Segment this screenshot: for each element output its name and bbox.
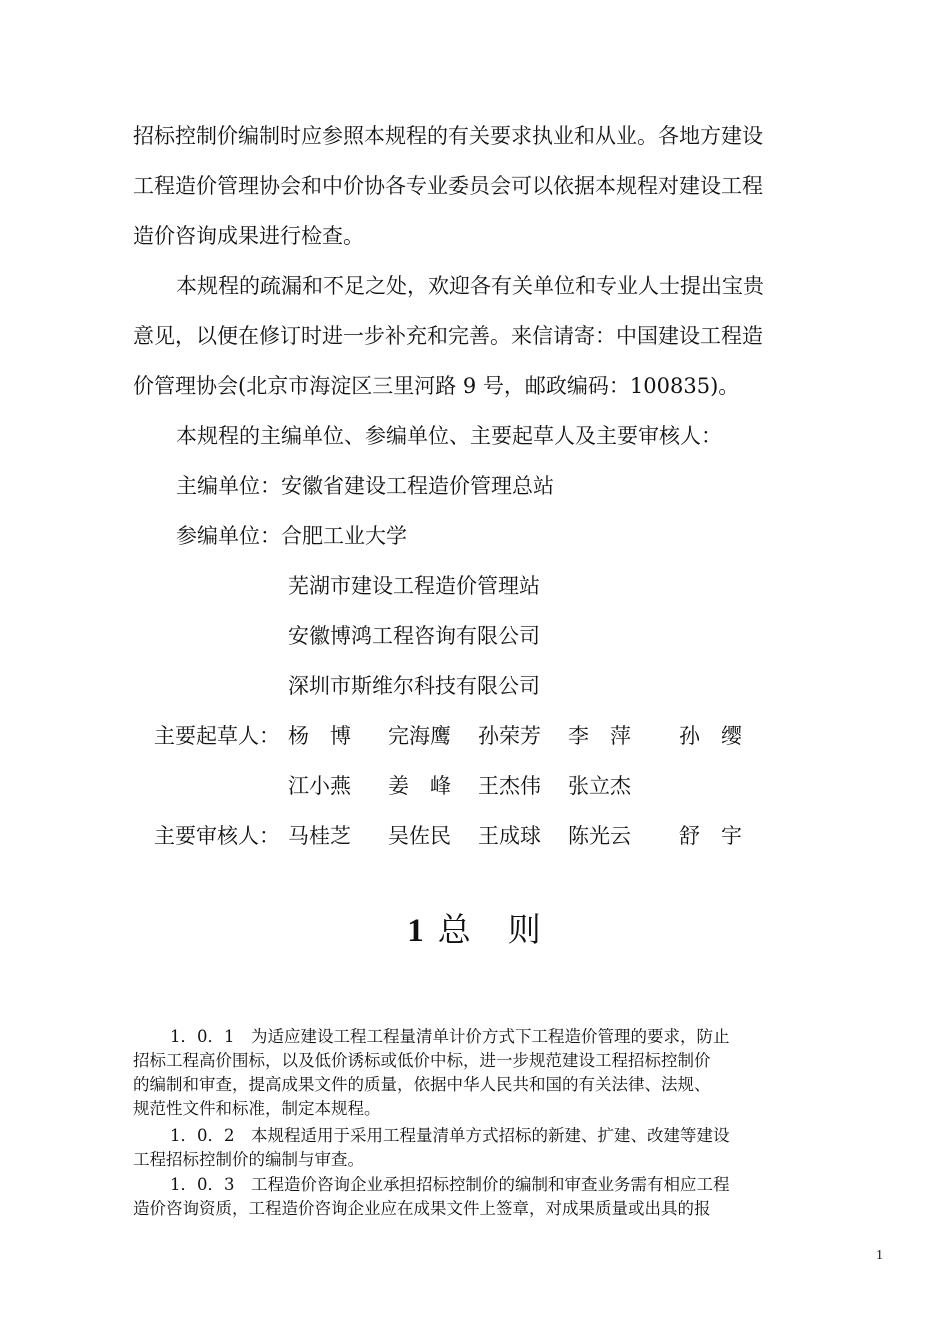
chief-unit-label: 主编单位： [176, 474, 281, 498]
clause-1-0-1-line1: 1．0．1 为适应建设工程工程量清单计价方式下工程造价管理的要求，防止 [170, 1027, 730, 1046]
clause-1-0-1-line2: 招标工程高价围标，以及低价诱标或低价中标，进一步规范建设工程招标控制价 [133, 1051, 711, 1070]
reviewers-row [133, 811, 805, 861]
reviewer-name: 陈光云 [568, 824, 631, 848]
drafter-name: 江小燕 [288, 774, 351, 798]
chief-unit-name: 安徽省建设工程造价管理总站 [281, 474, 554, 498]
reviewer-name: 王成球 [478, 824, 541, 848]
drafters-row-1 [133, 711, 805, 761]
drafters-label: 主要起草人： [154, 724, 280, 748]
drafters-row-2 [133, 761, 805, 811]
intro-para2-line2: 意见，以便在修订时进一步补充和完善。来信请寄：中国建设工程造 [133, 324, 763, 348]
drafter-name: 杨 博 [288, 724, 351, 748]
chapter-title: 总 则 [437, 910, 543, 949]
drafter-name: 张立杰 [568, 774, 631, 798]
reviewer-name: 舒 宇 [679, 824, 742, 848]
intro-para1-line3: 造价咨询成果进行检查。 [133, 224, 364, 248]
reviewer-name: 吴佐民 [388, 824, 451, 848]
intro-para1-line1: 招标控制价编制时应参照本规程的有关要求执业和从业。各地方建设 [133, 124, 763, 148]
reviewers-label: 主要审核人： [154, 824, 280, 848]
drafter-name: 完海鹰 [388, 724, 451, 748]
page-number: 1 [876, 1248, 883, 1263]
chapter-number: 1 [407, 913, 426, 949]
chapter-heading [0, 905, 950, 956]
intro-para2-line3: 价管理协会(北京市海淀区三里河路 9 号，邮政编码：100835)。 [133, 374, 740, 398]
clause-1-0-2-line1: 1．0．2 本规程适用于采用工程量清单方式招标的新建、扩建、改建等建设 [170, 1126, 730, 1145]
clause-1-0-2-line2: 工程招标控制价的编制与审查。 [133, 1150, 364, 1169]
participating-unit-1: 合肥工业大学 [281, 524, 407, 548]
drafter-name: 孙 缨 [679, 724, 742, 748]
participating-unit-row [176, 511, 848, 561]
chief-unit-row [176, 461, 848, 511]
participating-unit-label: 参编单位： [176, 524, 281, 548]
drafter-name: 李 萍 [568, 724, 631, 748]
reviewer-name: 马桂芝 [288, 824, 351, 848]
clause-1-0-1-line4: 规范性文件和标准，制定本规程。 [133, 1099, 381, 1118]
participating-unit-2: 芜湖市建设工程造价管理站 [288, 574, 540, 598]
clause-1-0-1-line3: 的编制和审查，提高成果文件的质量，依据中华人民共和国的有关法律、法规、 [133, 1075, 711, 1094]
drafter-name: 王杰伟 [478, 774, 541, 798]
participating-unit-3: 安徽博鸿工程咨询有限公司 [288, 624, 540, 648]
drafter-name: 孙荣芳 [478, 724, 541, 748]
intro-para1-line2: 工程造价管理协会和中价协各专业委员会可以依据本规程对建设工程 [133, 174, 763, 198]
clause-1-0-3-line2: 造价咨询资质，工程造价咨询企业应在成果文件上签章，对成果质量或出具的报 [133, 1199, 711, 1218]
participating-unit-4: 深圳市斯维尔科技有限公司 [288, 674, 540, 698]
drafter-name: 姜 峰 [388, 774, 451, 798]
intro-para2-line1: 本规程的疏漏和不足之处，欢迎各有关单位和专业人士提出宝贵 [176, 274, 764, 298]
clause-1-0-3-line1: 1．0．3 工程造价咨询企业承担招标控制价的编制和审查业务需有相应工程 [170, 1175, 730, 1194]
intro-para3: 本规程的主编单位、参编单位、主要起草人及主要审核人： [176, 424, 722, 448]
